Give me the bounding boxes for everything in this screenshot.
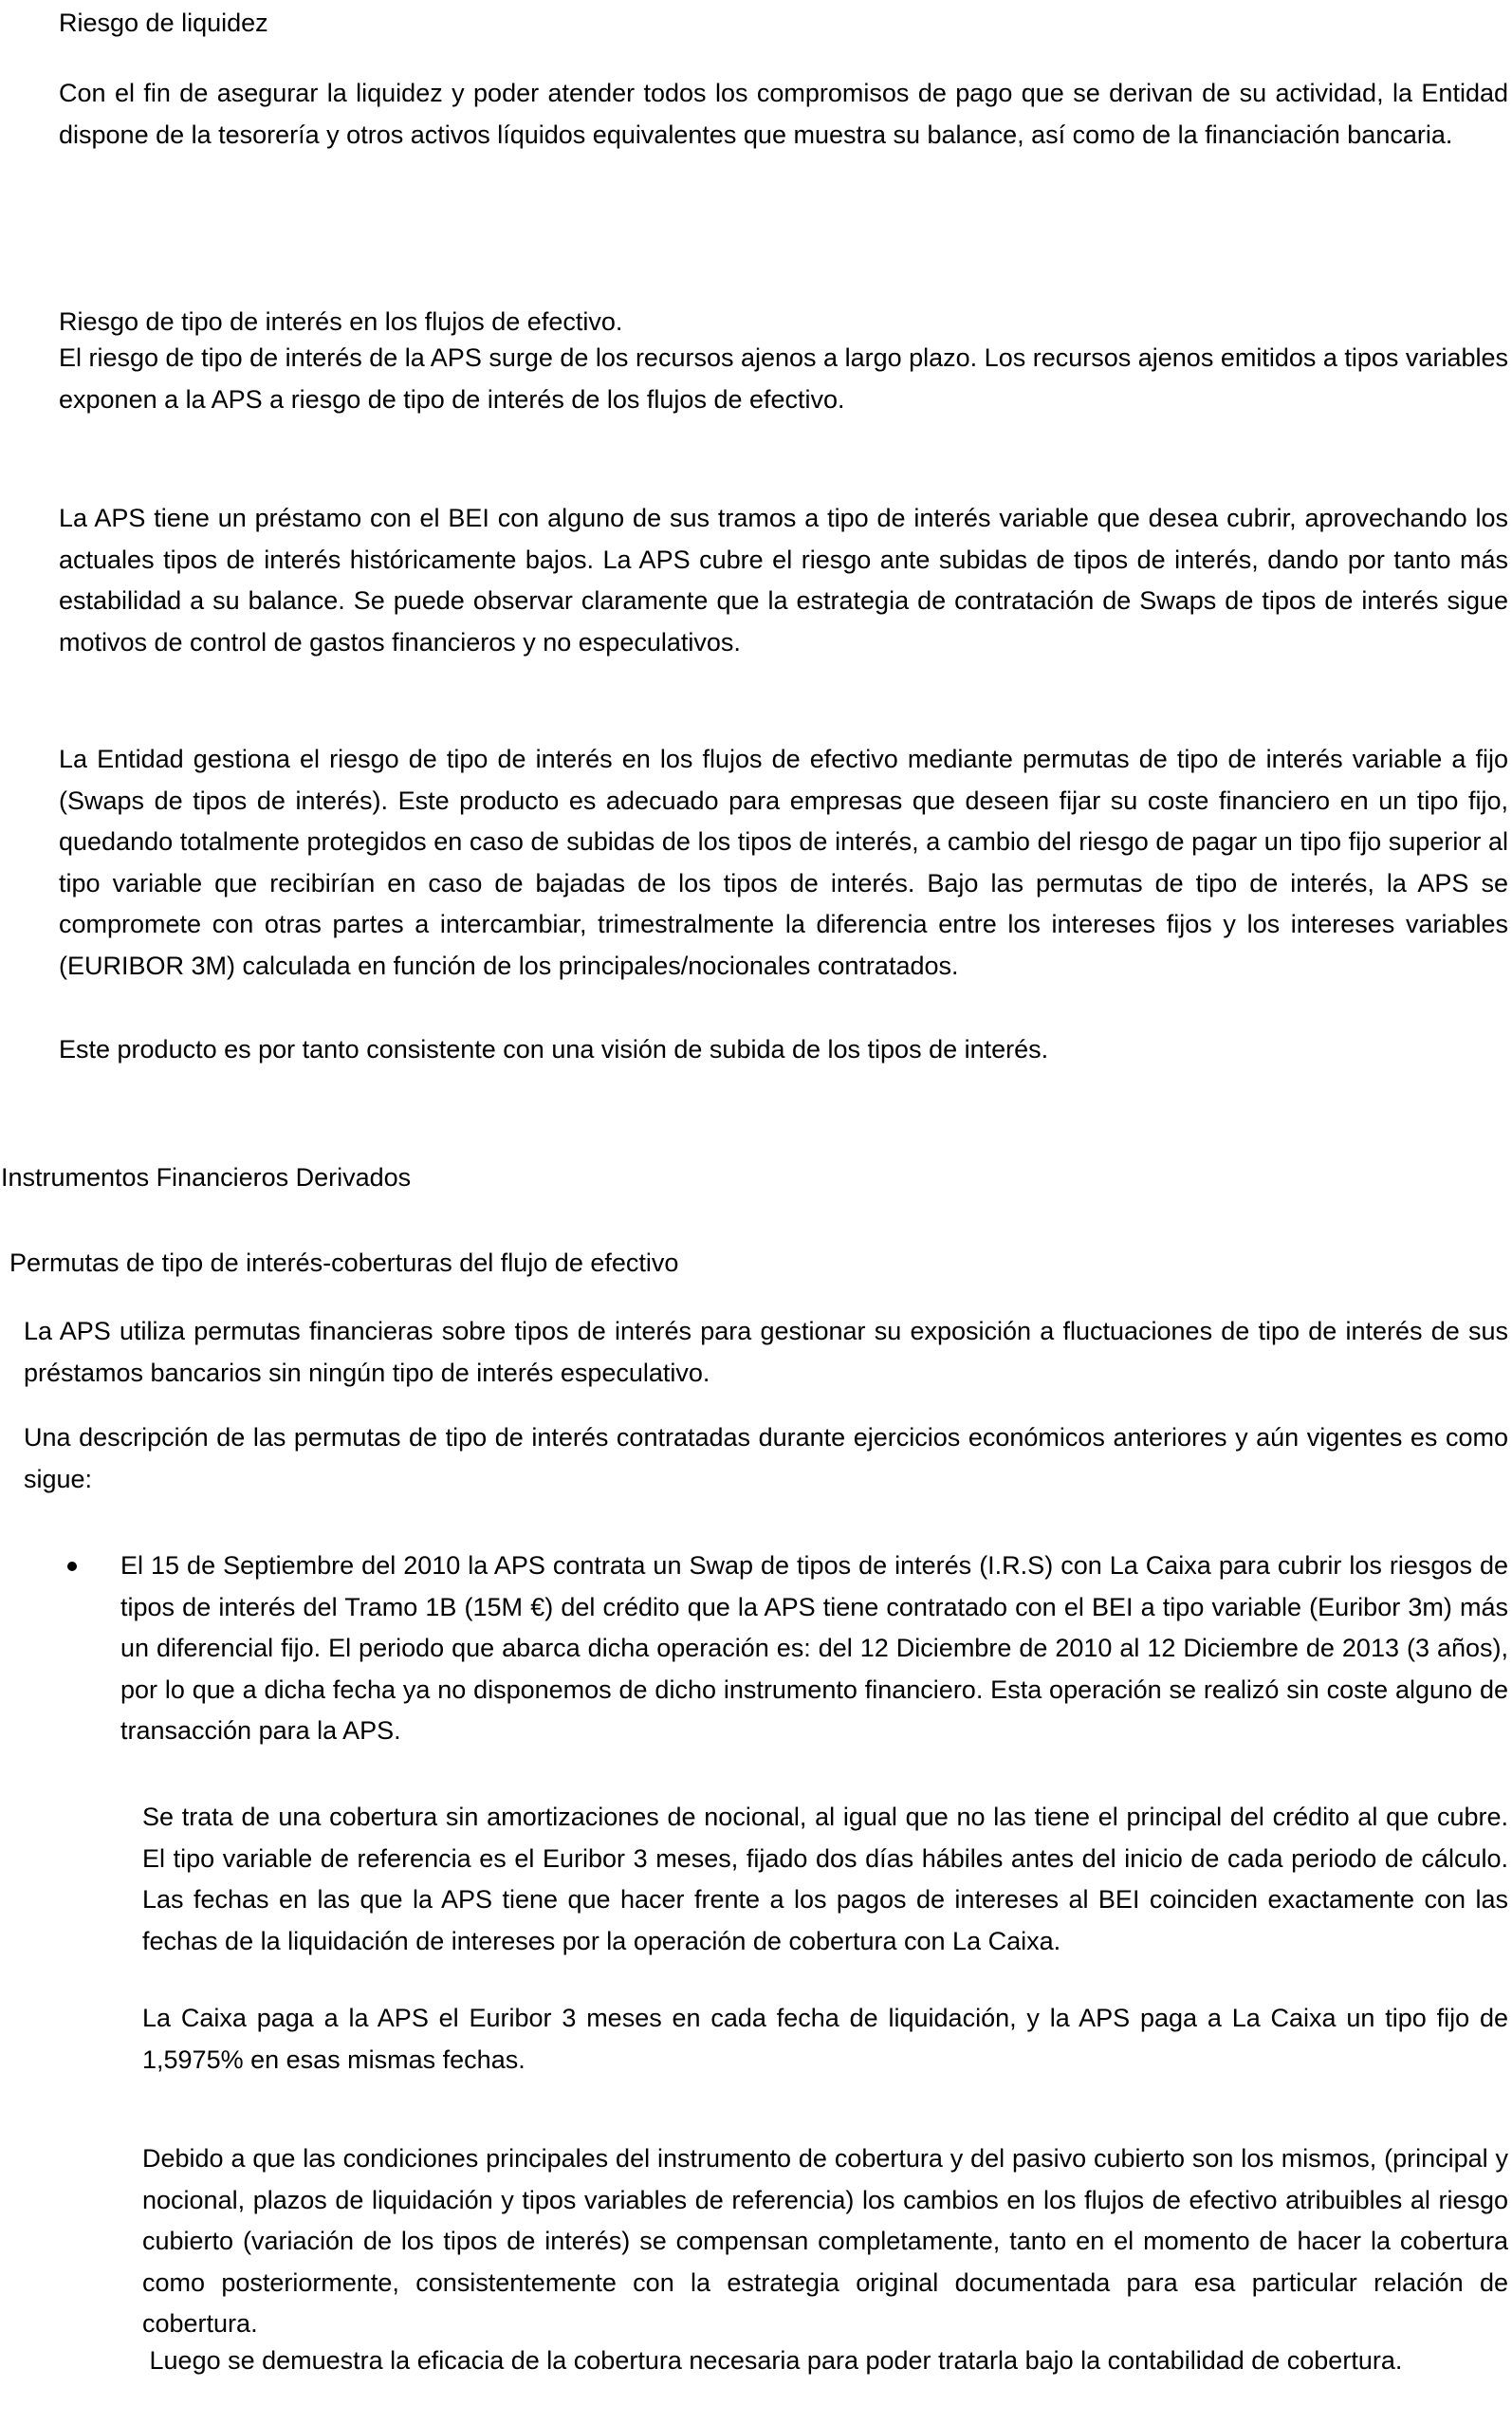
swap-consistency-paragraph: Este producto es por tanto consistente con una visión de subida de los tipos de interés. [59, 1035, 1049, 1064]
liquidity-heading: Riesgo de liquidez [59, 9, 268, 37]
swap-bullet-item [120, 1545, 1508, 1752]
swap-bullet-text: El 15 de Septiembre del 2010 la APS contrata un Swap de tipos de interés (I.R.S) con La Caixa para cubrir los riesgos de tipos de interés del Tramo 1B (15M €) del crédito que la APS tiene contratado con el BEI a tipo variable (Euribor 3m) más un diferencial fijo. El periodo que abarca dicha operación es: del 12 Diciembre de 2010 al 12 Diciembre de 2013 (3 años), por lo que a dicha fecha ya no disponemos de dicho instrumento financiero. Esta operación se realizó sin coste alguno de transacción para la APS. [120, 1551, 1508, 1745]
derivatives-heading: Instrumentos Financieros Derivados [1, 1163, 412, 1192]
derivatives-subheading: Permutas de tipo de interés-coberturas del flujo de efectivo [9, 1249, 679, 1277]
interest-rate-risk-heading: Riesgo de tipo de interés en los flujos de efectivo. [59, 307, 623, 336]
swap-coverage-paragraph: Se trata de una cobertura sin amortizaciones de nocional, al igual que no las tiene el principal del crédito al que cubre. El tipo variable de referencia es el Euribor 3 meses, fijado dos días hábiles antes del inicio de cada periodo de cálculo. Las fechas en las que la APS tiene que hacer frente a los pagos de intereses al BEI coinciden exactamente con las fechas de la liquidación de intereses por la operación de cobertura con La Caixa. [142, 1803, 1508, 1955]
swap-bullet-list [120, 1545, 1508, 1752]
hedge-efficacy-paragraph: Luego se demuestra la eficacia de la cobertura necesaria para poder tratarla bajo la contabilidad de cobertura. [142, 2346, 1403, 2375]
aps-loan-paragraph: La APS tiene un préstamo con el BEI con alguno de sus tramos a tipo de interés variable que desea cubrir, aprovechando los actuales tipos de interés históricamente bajos. La APS cubre el riesgo ante subidas de tipos de interés, dando por tanto más estabilidad a su balance. Se puede observar claramente que la estrategia de contratación de Swaps de tipos de interés sigue motivos de control de gastos financieros y no especulativos. [59, 504, 1508, 657]
derivatives-paragraph-description: Una descripción de las permutas de tipo de interés contratadas durante ejercicios económicos anteriores y aún vigentes es como sigue: [24, 1423, 1508, 1493]
swap-payment-paragraph: La Caixa paga a la APS el Euribor 3 meses en cada fecha de liquidación, y la APS paga a La Caixa un tipo fijo de 1,5975% en esas mismas fechas. [142, 2004, 1508, 2074]
bullet-icon [67, 1562, 77, 1571]
liquidity-paragraph: Con el fin de asegurar la liquidez y poder atender todos los compromisos de pago que se derivan de su actividad, la Entidad dispone de la tesorería y otros activos líquidos equivalentes que muestra su balance, así como de la financiación bancaria. [59, 79, 1508, 149]
interest-rate-risk-paragraph: El riesgo de tipo de interés de la APS surge de los recursos ajenos a largo plazo. Los recursos ajenos emitidos a tipos variables exponen a la APS a riesgo de tipo de interés de los flujos de efectivo. [59, 343, 1508, 414]
derivatives-paragraph-usage: La APS utiliza permutas financieras sobre tipos de interés para gestionar su exposición a fluctuaciones de tipo de interés de sus préstamos bancarios sin ningún tipo de interés especulativo. [24, 1317, 1508, 1387]
hedge-conditions-paragraph: Debido a que las condiciones principales del instrumento de cobertura y del pasivo cubierto son los mismos, (principal y nocional, plazos de liquidación y tipos variables de referencia) los cambios en los flujos de efectivo atribuibles al riesgo cubierto (variación de los tipos de interés) se compensan completamente, tanto en el momento de hacer la cobertura como posteriormente, consistentemente con la estrategia original documentada para esa particular relación de cobertura. [142, 2144, 1508, 2338]
swap-management-paragraph: La Entidad gestiona el riesgo de tipo de interés en los flujos de efectivo mediante permutas de tipo de interés variable a fijo (Swaps de tipos de interés). Este producto es adecuado para empresas que deseen fijar su coste financiero en un tipo fijo, quedando totalmente protegidos en caso de subidas de los tipos de interés, a cambio del riesgo de pagar un tipo fijo superior al tipo variable que recibirían en caso de bajadas de los tipos de interés. Bajo las permutas de tipo de interés, la APS se compromete con otras partes a intercambiar, trimestralmente la diferencia entre los intereses fijos y los intereses variables (EURIBOR 3M) calculada en función de los principales/nocionales contratados. [59, 745, 1508, 980]
